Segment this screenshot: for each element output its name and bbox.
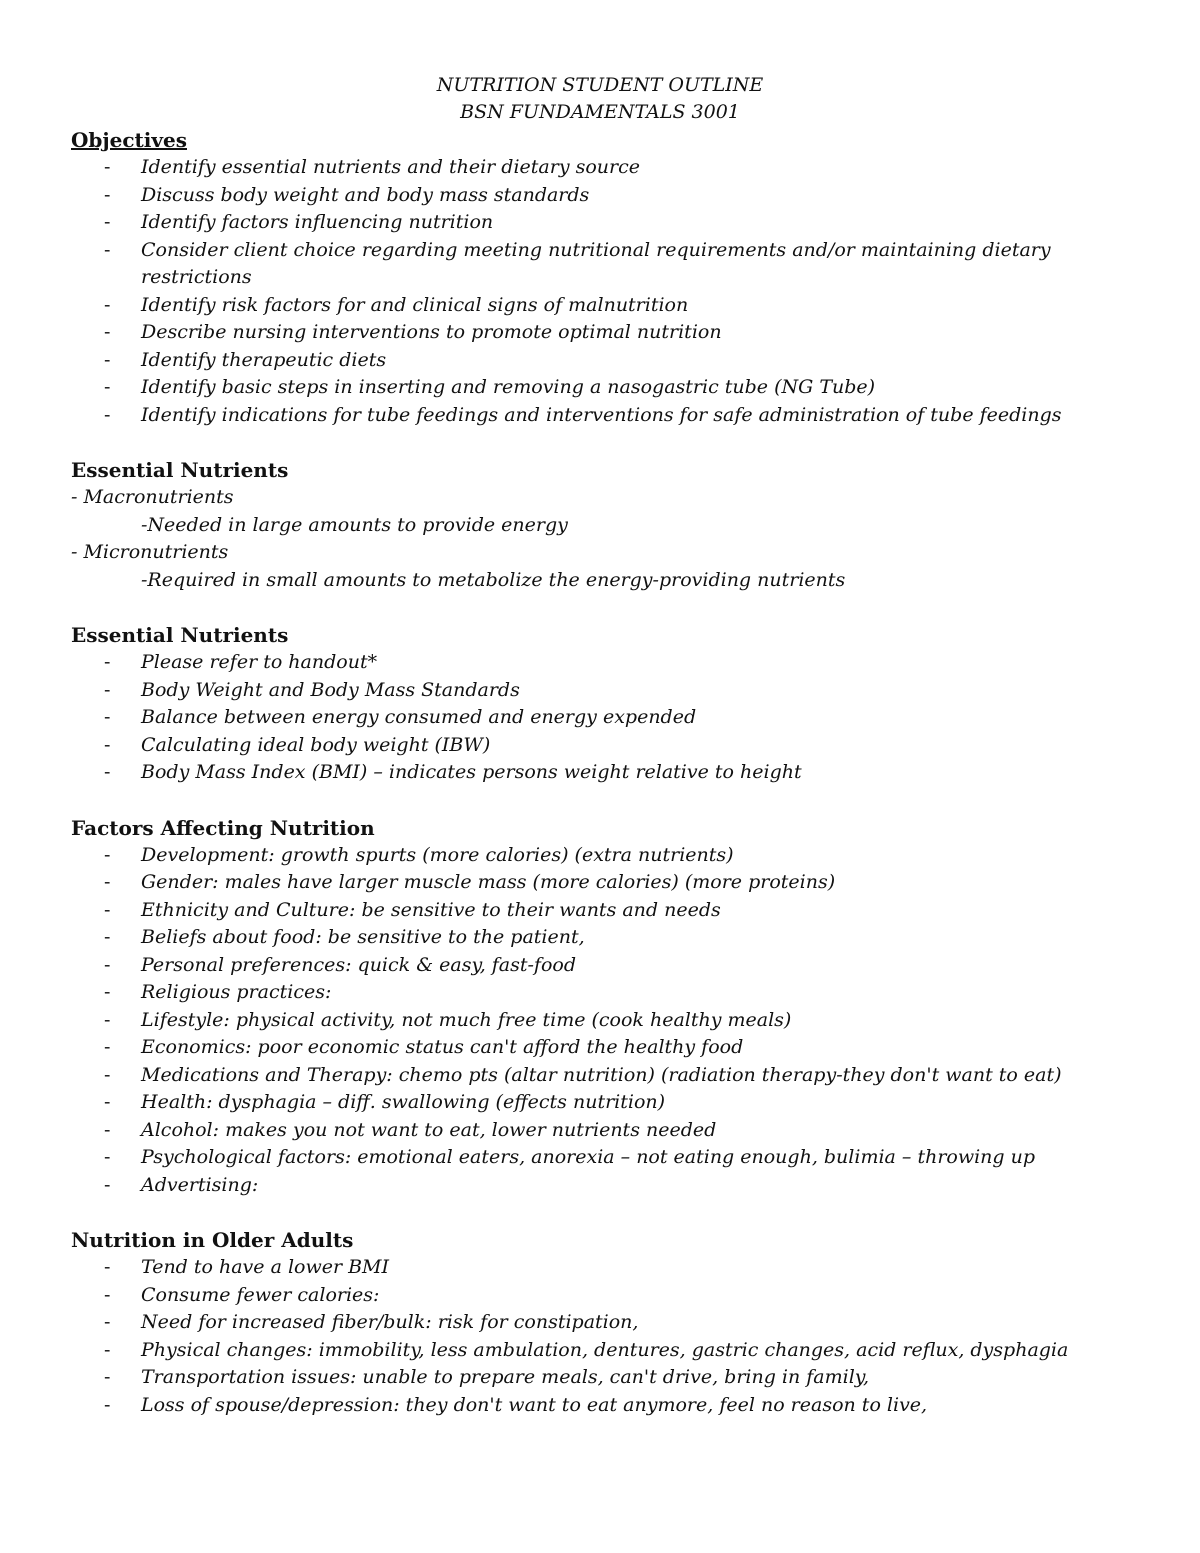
- list-item-text: Calculating ideal body weight (IBW): [141, 733, 491, 756]
- list-item: [71, 897, 1151, 925]
- list-item: [71, 704, 1151, 732]
- list-item-text: Balance between energy consumed and energy expended: [141, 706, 697, 728]
- list-item: [71, 292, 1151, 320]
- list-dash: -: [104, 1366, 111, 1388]
- document-header: [0, 72, 1200, 126]
- objectives-list: [71, 154, 1151, 429]
- list-dash: -: [104, 1063, 111, 1086]
- list-item-text: Loss of spouse/depression: they don't want to eat anymore, feel no reason to live,: [141, 1393, 928, 1416]
- list-dash: -: [104, 1036, 111, 1058]
- micronutrients-description: -Required in small amounts to metabolize the energy-providing nutrients: [141, 568, 846, 591]
- list-item-text: Development: growth spurts (more calories) (extra nutrients): [141, 843, 734, 866]
- list-item-text: Beliefs about food: be sensitive to the patient,: [141, 926, 585, 948]
- list-item-text: Psychological factors: emotional eaters, anorexia – not eating enough, bulimia – throwing up: [141, 1146, 1036, 1168]
- list-item: [71, 649, 1151, 677]
- list-item: [71, 374, 1151, 402]
- header-course: BSN FUNDAMENTALS 3001: [460, 101, 740, 123]
- list-item-text: Discuss body weight and body mass standards: [141, 183, 590, 206]
- list-item: [71, 732, 1151, 760]
- section-essential-nutrients-1: [71, 456, 1151, 594]
- list-item: [71, 677, 1151, 705]
- essential-nutrients-list: [71, 649, 1151, 787]
- list-item-text: Medications and Therapy: chemo pts (altar nutrition) (radiation therapy-they don't want to eat): [141, 1063, 1062, 1086]
- list-dash: -: [104, 1393, 111, 1416]
- header-title: NUTRITION STUDENT OUTLINE: [436, 74, 764, 96]
- older-adults-list: [71, 1254, 1151, 1419]
- list-item-text: Identify basic steps in inserting and removing a nasogastric tube (NG Tube): [141, 376, 876, 398]
- list-item: [71, 1144, 1151, 1172]
- list-dash: -: [104, 1311, 111, 1333]
- list-item: [71, 842, 1151, 870]
- section-heading: Essential Nutrients: [71, 623, 289, 647]
- list-item: [71, 402, 1151, 430]
- list-item: [71, 1089, 1151, 1117]
- list-item: [71, 1337, 1151, 1365]
- list-item: [71, 347, 1151, 375]
- list-item: [71, 1364, 1151, 1392]
- section-heading: Objectives: [71, 128, 187, 152]
- list-dash: -: [104, 871, 111, 893]
- list-item-text: Identify therapeutic diets: [141, 348, 387, 371]
- list-dash: -: [104, 348, 111, 371]
- section-factors-affecting-nutrition: [71, 814, 1151, 1200]
- list-item-text: Economics: poor economic status can't afford the healthy food: [141, 1036, 744, 1058]
- macronutrients-description: -Needed in large amounts to provide energy: [141, 513, 568, 536]
- list-item-text: Religious practices:: [141, 981, 332, 1003]
- list-dash: -: [104, 733, 111, 756]
- list-item-text: Need for increased fiber/bulk: risk for constipation,: [141, 1311, 639, 1333]
- macronutrients-item: - Macronutrients: [71, 486, 234, 508]
- list-item: [71, 924, 1151, 952]
- list-dash: -: [104, 376, 111, 398]
- list-item: [71, 1392, 1151, 1420]
- list-dash: -: [104, 981, 111, 1003]
- list-item-text: Personal preferences: quick & easy, fast-food: [141, 953, 577, 976]
- list-item-text: Identify factors influencing nutrition: [141, 211, 494, 233]
- list-item: [71, 154, 1151, 182]
- list-item-text: Tend to have a lower BMI: [141, 1256, 390, 1278]
- list-dash: -: [104, 706, 111, 728]
- list-dash: -: [104, 953, 111, 976]
- list-dash: -: [104, 211, 111, 233]
- list-item-text: Please refer to handout*: [141, 651, 378, 673]
- micronutrients-item: - Micronutrients: [71, 541, 229, 563]
- list-dash: -: [104, 1256, 111, 1278]
- list-item-text: Physical changes: immobility, less ambulation, dentures, gastric changes, acid reflux, dysphagia: [141, 1338, 1069, 1361]
- list-item: [71, 1254, 1151, 1282]
- section-essential-nutrients-2: [71, 621, 1151, 787]
- list-item-text: Consider client choice regarding meeting nutritional requirements and/or maintaining dietary restrictions: [141, 238, 1051, 288]
- list-dash: -: [104, 156, 111, 178]
- list-item: [71, 759, 1151, 787]
- list-dash: -: [104, 238, 111, 261]
- section-nutrition-older-adults: [71, 1226, 1151, 1419]
- list-dash: -: [104, 403, 111, 426]
- list-item-text: Transportation issues: unable to prepare meals, can't drive, bring in family,: [141, 1366, 870, 1388]
- list-item: [71, 209, 1151, 237]
- list-item: [71, 1282, 1151, 1310]
- list-item-text: Describe nursing interventions to promote optimal nutrition: [141, 321, 722, 343]
- list-dash: -: [104, 898, 111, 921]
- list-item-text: Body Weight and Body Mass Standards: [141, 678, 520, 701]
- list-item-text: Health: dysphagia – diff. swallowing (effects nutrition): [141, 1091, 666, 1113]
- list-item-text: Consume fewer calories:: [141, 1283, 380, 1306]
- list-item-text: Identify essential nutrients and their dietary source: [141, 156, 641, 178]
- list-item: [71, 1062, 1151, 1090]
- list-item-text: Ethnicity and Culture: be sensitive to their wants and needs: [141, 898, 721, 921]
- list-dash: -: [104, 1338, 111, 1361]
- list-item: [71, 952, 1151, 980]
- document-body: [71, 126, 1151, 1419]
- list-dash: -: [104, 293, 111, 316]
- list-dash: -: [104, 926, 111, 948]
- list-item: [71, 319, 1151, 347]
- list-dash: -: [104, 1283, 111, 1306]
- list-item-text: Alcohol: makes you not want to eat, lower nutrients needed: [141, 1118, 717, 1141]
- list-item: [71, 182, 1151, 210]
- section-heading: Nutrition in Older Adults: [71, 1228, 354, 1252]
- list-dash: -: [104, 1008, 111, 1031]
- list-dash: -: [104, 1146, 111, 1168]
- list-item: [71, 1034, 1151, 1062]
- list-dash: -: [104, 761, 111, 783]
- list-item: [71, 1117, 1151, 1145]
- list-item-text: Body Mass Index (BMI) – indicates persons weight relative to height: [141, 761, 802, 783]
- list-dash: -: [104, 1118, 111, 1141]
- list-dash: -: [104, 843, 111, 866]
- list-item-text: Lifestyle: physical activity, not much free time (cook healthy meals): [141, 1008, 792, 1031]
- section-heading: Essential Nutrients: [71, 458, 289, 482]
- list-item: [71, 1309, 1151, 1337]
- list-dash: -: [104, 183, 111, 206]
- list-dash: -: [104, 321, 111, 343]
- list-item: [71, 979, 1151, 1007]
- list-item-text: Advertising:: [141, 1173, 259, 1196]
- list-item: [71, 1007, 1151, 1035]
- list-dash: -: [104, 678, 111, 701]
- factors-list: [71, 842, 1151, 1200]
- list-item: [71, 237, 1151, 292]
- list-dash: -: [104, 1173, 111, 1196]
- list-dash: -: [104, 1091, 111, 1113]
- list-item-text: Identify risk factors for and clinical signs of malnutrition: [141, 293, 689, 316]
- list-item-text: Identify indications for tube feedings and interventions for safe administration of tube feedings: [141, 403, 1062, 426]
- list-dash: -: [104, 651, 111, 673]
- section-heading: Factors Affecting Nutrition: [71, 815, 375, 840]
- list-item-text: Gender: males have larger muscle mass (more calories) (more proteins): [141, 871, 836, 893]
- list-item: [71, 1172, 1151, 1200]
- list-item: [71, 869, 1151, 897]
- section-objectives: [71, 126, 1151, 429]
